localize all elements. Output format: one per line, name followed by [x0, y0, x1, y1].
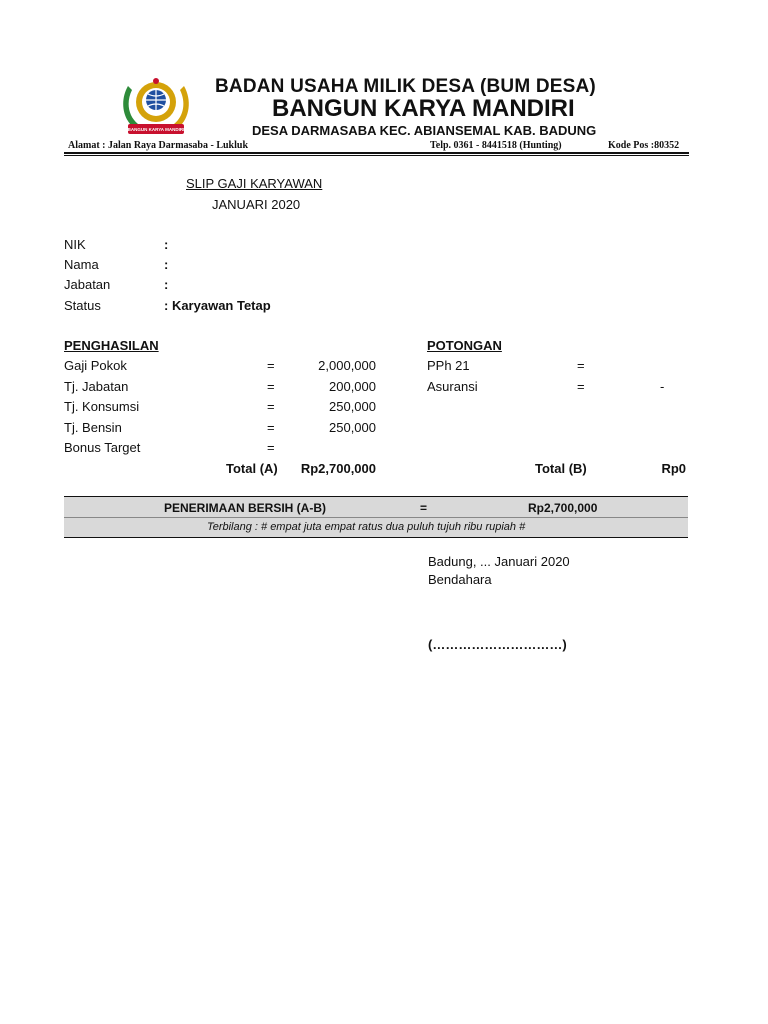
- income-value: 250,000: [329, 420, 376, 435]
- income-label: Tj. Jabatan: [64, 379, 129, 394]
- income-eq: =: [267, 379, 275, 394]
- income-value: 200,000: [329, 379, 376, 394]
- status-label: Status: [64, 298, 101, 313]
- income-value: 2,000,000: [318, 358, 376, 373]
- band-top-rule: [64, 496, 688, 497]
- postal-code: Kode Pos :80352: [608, 140, 680, 151]
- income-total-value: Rp2,700,000: [300, 461, 376, 476]
- income-total-label: Total (A): [226, 461, 278, 476]
- org-name: BANGUN KARYA MANDIRI: [272, 95, 575, 122]
- income-label: Tj. Bensin: [64, 420, 122, 435]
- income-eq: =: [267, 399, 275, 414]
- deduction-value: -: [660, 379, 665, 394]
- deductions-heading: POTONGAN: [427, 338, 502, 353]
- deduction-eq: =: [577, 358, 585, 373]
- net-pay-label: PENERIMAAN BERSIH (A-B): [164, 501, 326, 515]
- income-label: Tj. Konsumsi: [64, 399, 140, 414]
- jabatan-label: Jabatan: [64, 277, 111, 292]
- bumdes-logo: [120, 72, 192, 140]
- income-eq: =: [267, 440, 275, 455]
- income-eq: =: [267, 358, 275, 373]
- income-label: Gaji Pokok: [64, 358, 127, 373]
- status-value: : Karyawan Tetap: [164, 298, 271, 313]
- deduction-label: PPh 21: [427, 358, 470, 373]
- nama-label: Nama: [64, 257, 99, 272]
- signature-place-date: Badung, ... Januari 2020: [428, 554, 570, 569]
- income-label: Bonus Target: [64, 440, 141, 455]
- nik-label: NIK: [64, 237, 86, 252]
- slip-period: JANUARI 2020: [212, 197, 301, 212]
- deductions-total-value: Rp0: [661, 461, 686, 476]
- income-heading: PENGHASILAN: [64, 338, 159, 353]
- band-mid-rule: [64, 517, 688, 518]
- income-eq: =: [267, 420, 275, 435]
- address: Alamat : Jalan Raya Darmasaba - Lukluk: [68, 140, 249, 151]
- logo-ribbon-text: BANGUN KARYA MANDIRI: [127, 127, 185, 132]
- nama-value: :: [164, 257, 169, 272]
- org-location: DESA DARMASABA KEC. ABIANSEMAL KAB. BADUNG: [252, 123, 597, 138]
- jabatan-value: :: [164, 277, 169, 292]
- header-rule: [64, 152, 689, 154]
- net-pay-eq: =: [420, 501, 428, 515]
- deduction-eq: =: [577, 379, 585, 394]
- nik-value: :: [164, 237, 169, 252]
- net-pay-value: Rp2,700,000: [528, 501, 598, 515]
- signature-role: Bendahara: [428, 572, 492, 587]
- band-bottom-rule: [64, 537, 688, 538]
- slip-title: SLIP GAJI KARYAWAN: [186, 176, 323, 191]
- deductions-total-label: Total (B): [535, 461, 587, 476]
- org-type: BADAN USAHA MILIK DESA (BUM DESA): [215, 76, 596, 97]
- income-value: 250,000: [329, 399, 376, 414]
- signature-name-line: (…………………………): [428, 637, 567, 652]
- header-rule-thin: [64, 155, 689, 156]
- net-pay-spelled: Terbilang : # empat juta empat ratus dua puluh tujuh ribu rupiah #: [207, 521, 526, 533]
- phone: Telp. 0361 - 8441518 (Hunting): [430, 140, 562, 151]
- deduction-label: Asuransi: [427, 379, 478, 394]
